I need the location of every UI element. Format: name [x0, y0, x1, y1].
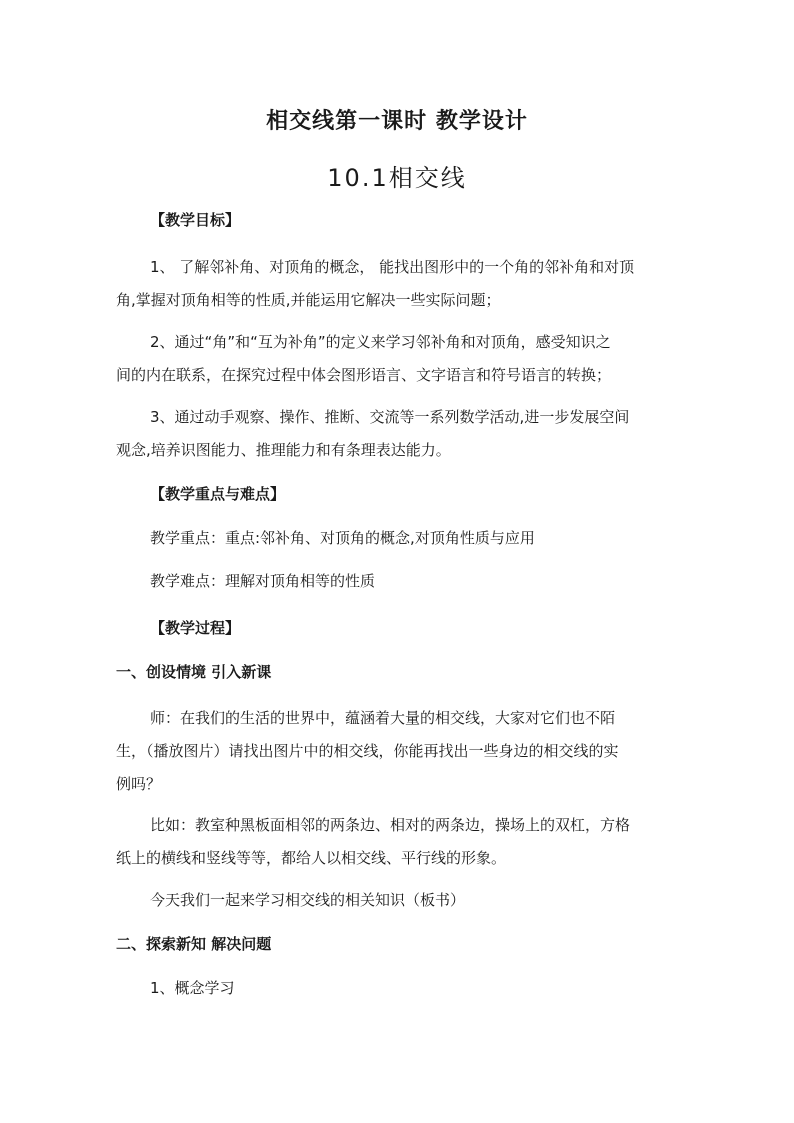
teacher-line-3: 例吗？ [116, 775, 162, 793]
objective-2-line-1: 2、通过“角”和“互为补角”的定义来学习邻补角和对顶角，感受知识之 [150, 333, 611, 351]
objective-1-line-2: 角,掌握对顶角相等的性质,并能运用它解决一些实际问题； [116, 291, 501, 309]
objective-3-line-2: 观念,培养识图能力、推理能力和有条理表达能力。 [116, 441, 451, 459]
objective-3-line-1: 3、通过动手观察、操作、推断、交流等一系列数学活动,进一步发展空间 [150, 408, 630, 426]
document-title: 相交线第一课时 教学设计 [266, 109, 528, 134]
concept-heading: 1、概念学习 [150, 979, 235, 997]
objectives-heading: 【教学目标】 [150, 211, 241, 229]
today-line: 今天我们一起来学习相交线的相关知识（板书） [150, 891, 466, 909]
objective-2-line-2: 间的内在联系，在探究过程中体会图形语言、文字语言和符号语言的转换； [116, 366, 612, 384]
section-2-heading: 二、探索新知 解决问题 [116, 935, 272, 953]
teacher-line-1: 师：在我们的生活的世界中，蕴涵着大量的相交线，大家对它们也不陌 [150, 709, 616, 727]
key-point: 教学重点：重点:邻补角、对顶角的概念,对顶角性质与应用 [150, 529, 535, 547]
example-line-1: 比如：教室种黑板面相邻的两条边、相对的两条边，操场上的双杠，方格 [150, 816, 631, 834]
key-points-heading: 【教学重点与难点】 [150, 485, 286, 503]
document-subtitle: 10.1相交线 [327, 164, 467, 192]
difficult-point: 教学难点：理解对顶角相等的性质 [150, 572, 376, 590]
teacher-line-2: 生，（播放图片）请找出图片中的相交线，你能再找出一些身边的相交线的实 [116, 742, 619, 760]
process-heading: 【教学过程】 [150, 619, 241, 637]
example-line-2: 纸上的横线和竖线等等，都给人以相交线、平行线的形象。 [116, 849, 507, 867]
section-1-heading: 一、创设情境 引入新课 [116, 663, 272, 681]
objective-1-line-1: 1、 了解邻补角、对顶角的概念， 能找出图形中的一个角的邻补角和对顶 [150, 258, 635, 276]
